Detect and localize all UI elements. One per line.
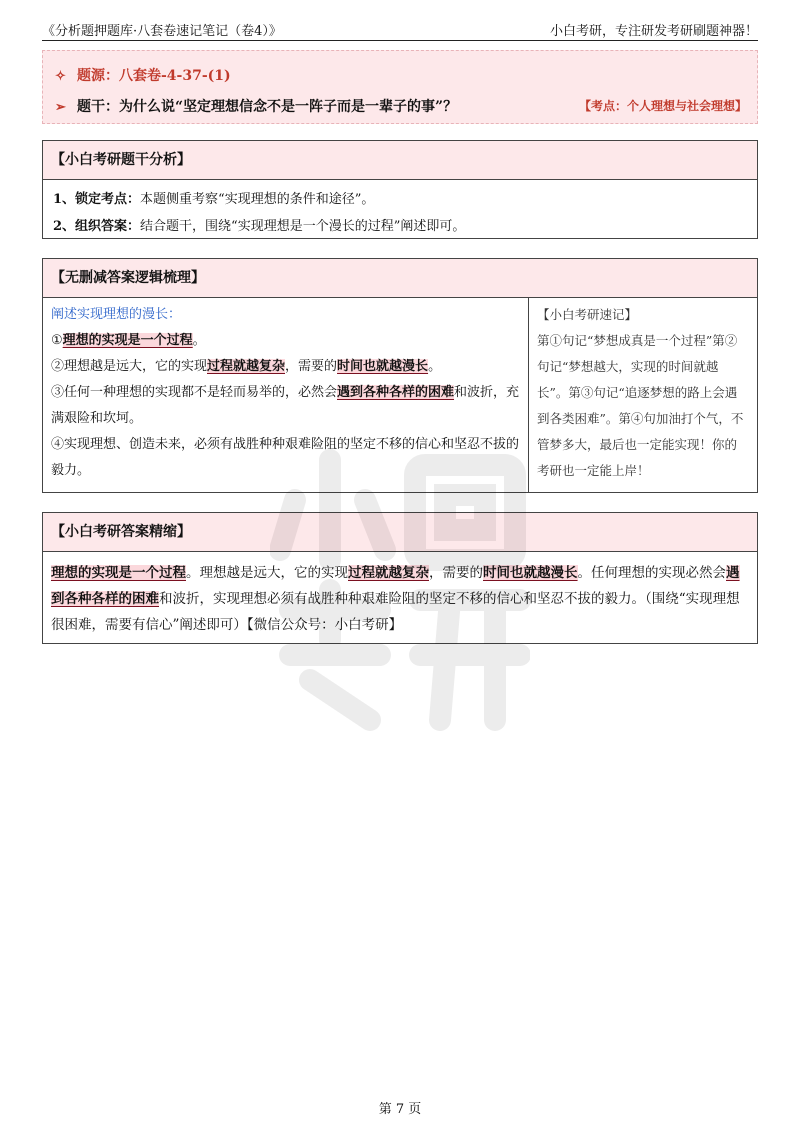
logic-point-1 (51, 328, 520, 354)
concise-text: 和波折，实现理想必须有战胜种种艰难险阻的坚定不移的信心和坚忍不拔的毅力。（围绕“实现理想很困难，需要有信心”阐述即可）【微信公众号：小白考研】 (51, 591, 740, 633)
quick-memo-text: 第①句记“梦想成真是一个过程”第②句记“梦想越大，实现的时间就越长”。第③句记“追逐梦想的路上会遇到各类困难”。第④句加油打个气，不管梦多大，最后也一定能实现！你的考研也一定能上岸！ (537, 333, 744, 478)
highlight-text: 时间也就越漫长 (337, 359, 429, 374)
arrow-bullet-icon: ➢ (55, 100, 66, 115)
page-header (42, 14, 758, 41)
watermark-logo-icon (270, 440, 530, 740)
highlight-text: 遇到各种各样的困难 (51, 565, 740, 607)
highlight-text: 遇到各种各样的困难 (337, 385, 455, 400)
logic-point-3 (51, 380, 520, 432)
logic-text: 和波折，充满艰险和坎坷。 (51, 385, 520, 426)
analysis-item-2-label: 2、组织答案： (53, 219, 141, 234)
answer-logic-title: 【无删减答案逻辑梳理】 (43, 259, 757, 298)
question-source (55, 65, 231, 85)
logic-text: ③任何一种理想的实现都不是轻而易举的，必然会 (51, 385, 338, 400)
concise-text: 。理想越是远大，它的实现 (186, 565, 348, 581)
stem-analysis-body (43, 180, 757, 246)
logic-text: 。 (428, 359, 442, 374)
stem-text: 题干：为什么说“坚定理想信念不是一阵子而是一辈子的事”？ (77, 99, 458, 115)
analysis-item-2 (53, 213, 747, 240)
analysis-item-1-text: 本题侧重考察“实现理想的条件和途径”。 (140, 192, 375, 207)
stem-analysis-box (42, 140, 758, 239)
analysis-item-1-label: 1、锁定考点： (53, 192, 141, 207)
quick-memo-title: 【小白考研速记】 (537, 307, 638, 322)
question-source-box (42, 50, 758, 124)
exam-point-tag: 【考点：个人理想与社会理想】 (578, 99, 747, 113)
highlight-text: 理想的实现是一个过程 (51, 565, 186, 581)
logic-text: 。 (192, 333, 206, 348)
sparkle-icon: ✧ (55, 69, 66, 84)
stem-analysis-title: 【小白考研题干分析】 (43, 141, 757, 180)
concise-answer-title: 【小白考研答案精缩】 (43, 513, 757, 552)
header-slogan: 小白考研，专注研发考研刷题神器！ (549, 24, 758, 39)
page-number: 第 7 页 (378, 1102, 422, 1117)
highlight-text: 过程就越复杂 (348, 565, 429, 581)
question-stem (55, 96, 457, 116)
analysis-item-1 (53, 186, 747, 213)
logic-point-1-num: ① (51, 333, 63, 348)
analysis-item-2-text: 结合题干，围绕“实现理想是一个漫长的过程”阐述即可。 (140, 219, 466, 234)
header-doc-title: 《分析题押题库·八套卷速记笔记（卷4）》 (42, 24, 282, 39)
concise-text: ，需要的 (429, 565, 483, 581)
highlight-text: 过程就越复杂 (207, 359, 286, 374)
concise-text: 。任何理想的实现必然会 (577, 565, 726, 581)
logic-point-4: ④实现理想、创造未来，必须有战胜种种艰难险阻的坚定不移的信心和坚忍不拔的毅力。 (51, 437, 520, 478)
logic-text: ，需要的 (285, 359, 338, 374)
quick-memo (529, 298, 757, 492)
logic-text: ②理想越是远大，它的实现 (51, 359, 208, 374)
highlight-text: 时间也就越漫长 (483, 565, 578, 581)
source-label: 题源：八套卷-4-37-(1) (77, 68, 231, 84)
highlight-text: 理想的实现是一个过程 (62, 333, 193, 348)
logic-point-2 (51, 354, 520, 380)
logic-heading: 阐述实现理想的漫长： (51, 307, 182, 322)
